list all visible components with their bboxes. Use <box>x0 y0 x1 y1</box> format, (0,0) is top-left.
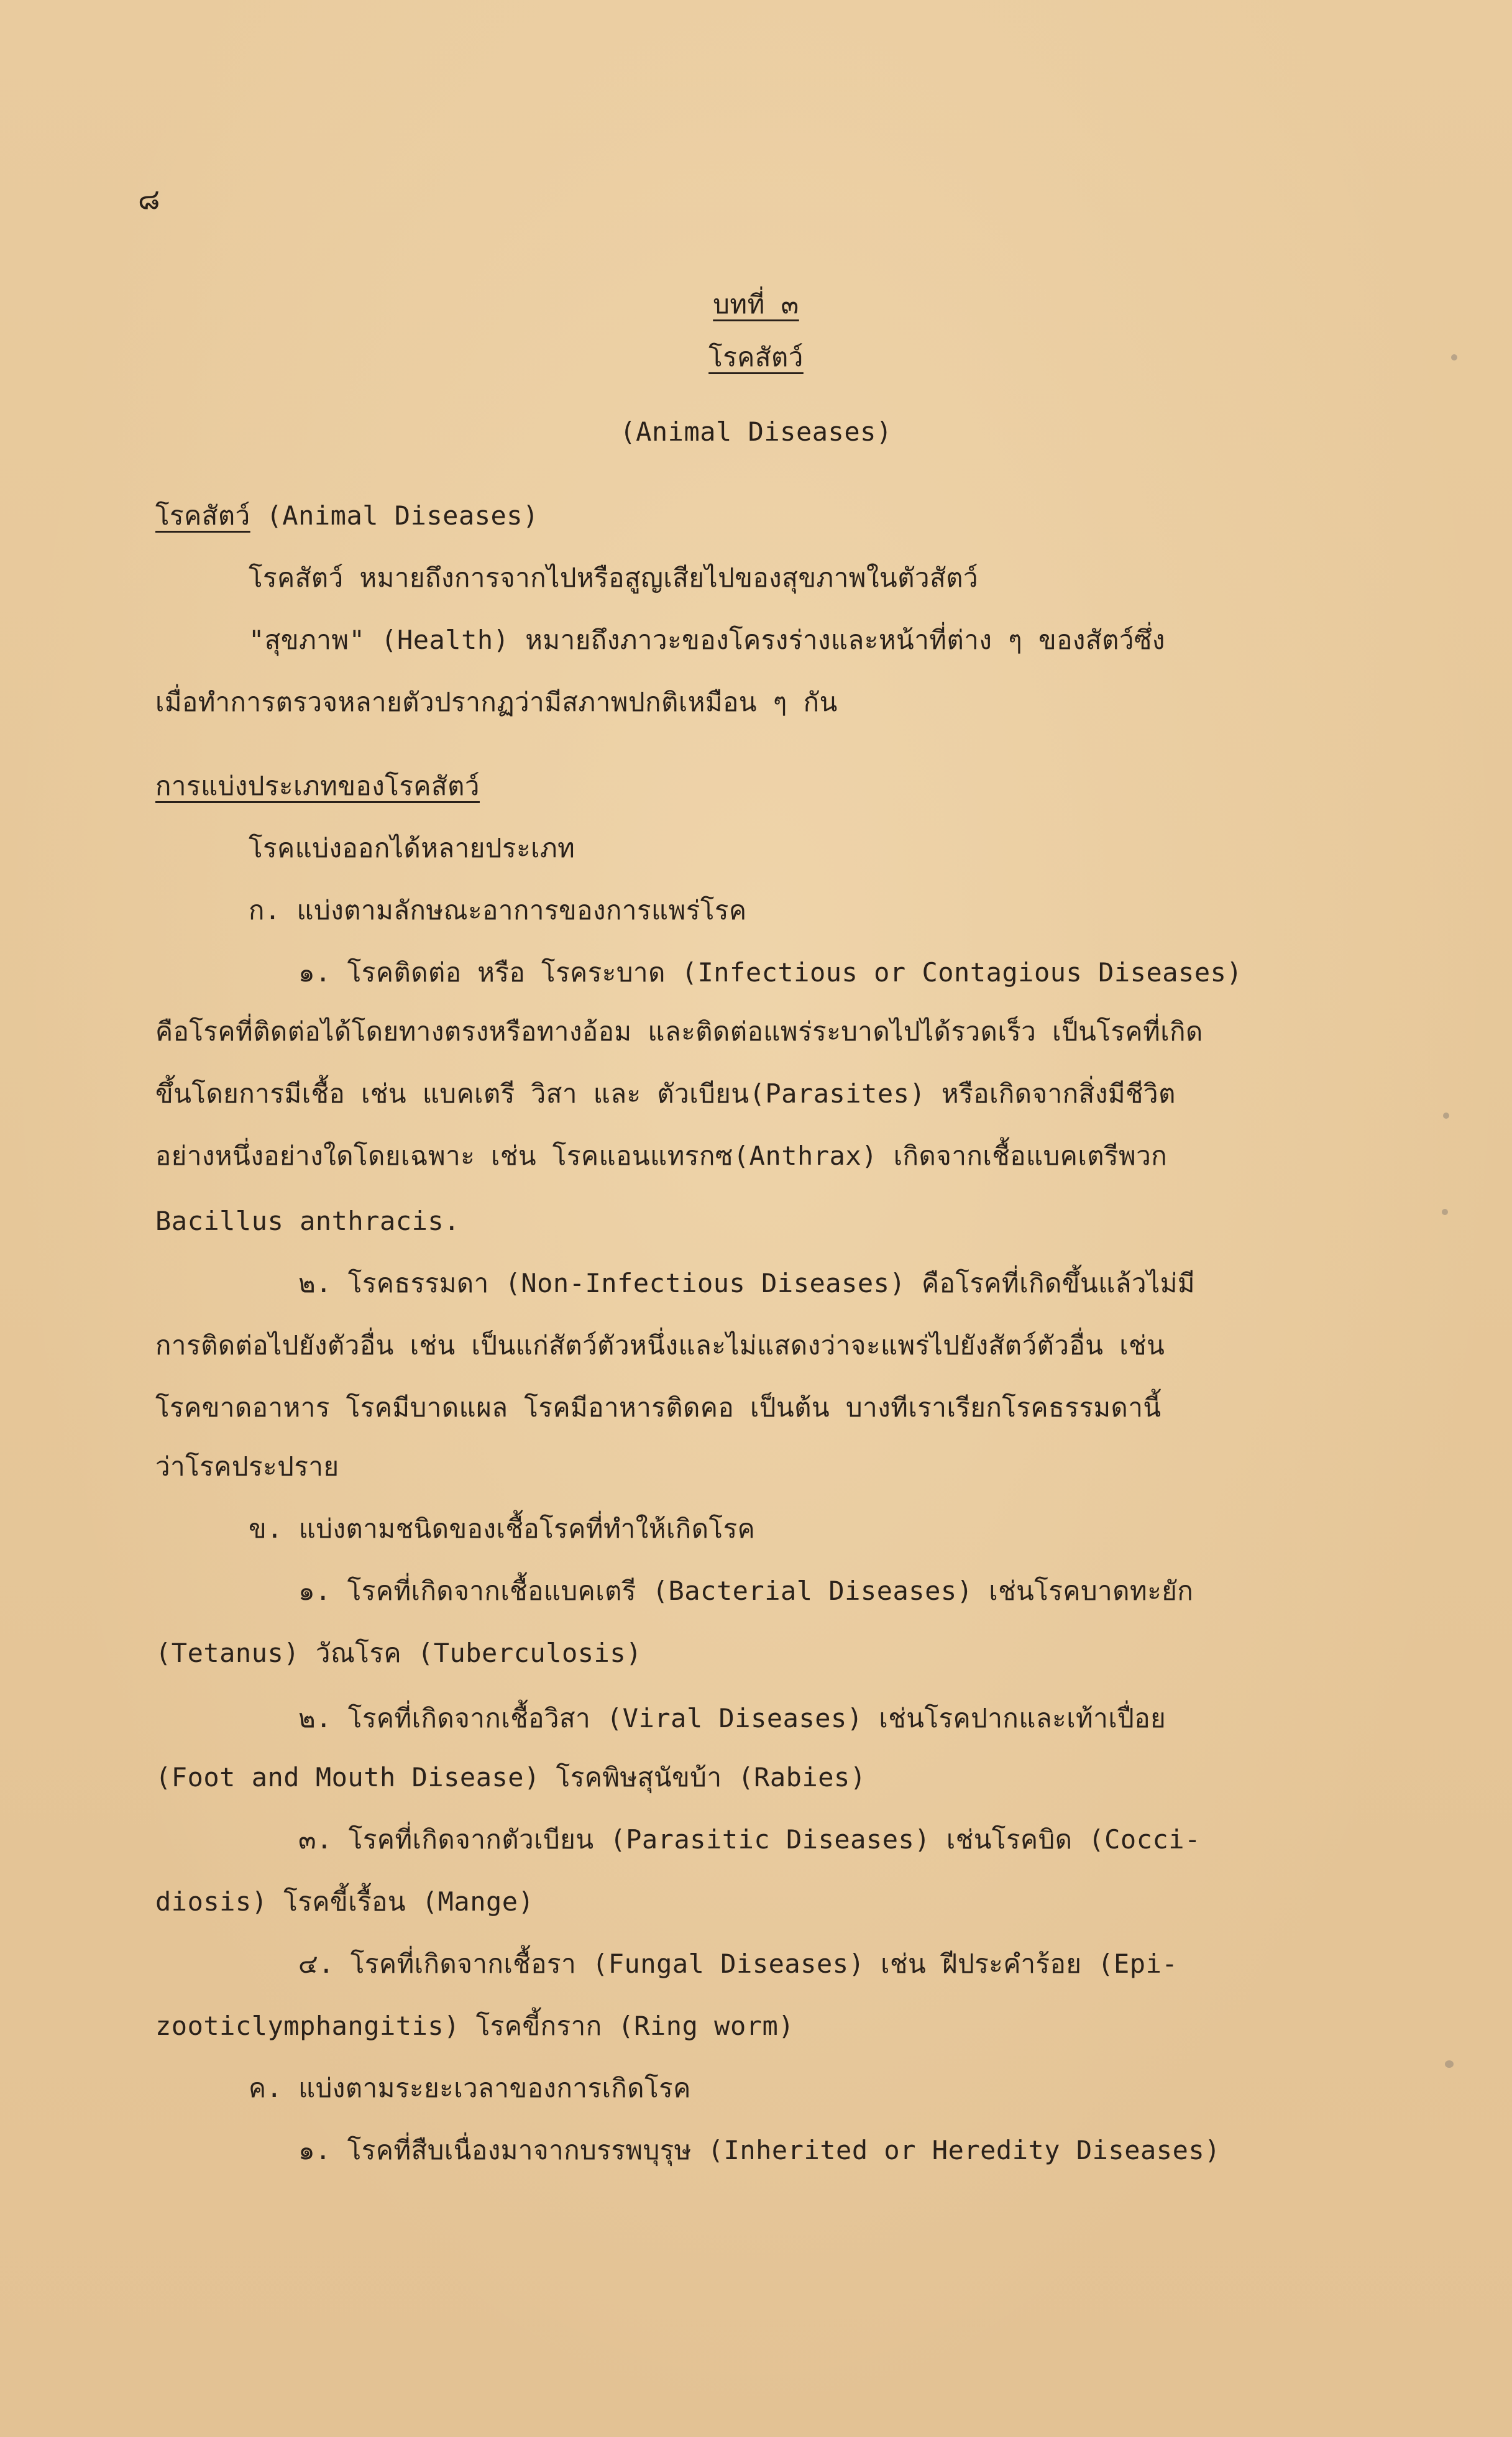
category-a-title: ก. แบ่งตามลักษณะอาการของการแพร่โรค <box>249 895 747 925</box>
category-b-title: ข. แบ่งตามชนิดของเชื้อโรคที่ทำให้เกิดโรค <box>249 1513 756 1544</box>
item-b3-line2: diosis) โรคขี้เรื้อน (Mange) <box>155 1886 534 1917</box>
item-a2-line3: โรคขาดอาหาร โรคมีบาดแผล โรคมีอาหารติดคอ เป็นต้น บางทีเราเรียกโรคธรรมดานี้ <box>155 1392 1161 1423</box>
paper-speck <box>1443 1113 1449 1119</box>
item-a1-line5: Bacillus anthracis. <box>155 1206 460 1236</box>
item-a1-line2: คือโรคที่ติดต่อได้โดยทางตรงหรือทางอ้อม และติดต่อแพร่ระบาดไปได้รวดเร็ว เป็นโรคที่เกิด <box>155 1016 1203 1047</box>
item-b1-line2: (Tetanus) วัณโรค (Tuberculosis) <box>155 1638 642 1668</box>
item-b4-line2: zooticlymphangitis) โรคขี้กราก (Ring worm) <box>155 2011 795 2041</box>
section-heading-animal-diseases <box>155 497 539 535</box>
section-heading-en: (Animal Diseases) <box>266 500 539 531</box>
paragraph-health-line2: เมื่อทำการตรวจหลายตัวปรากฏว่ามีสภาพปกติเหมือน ๆ กัน <box>155 687 838 717</box>
item-b4-line1: ๔. โรคที่เกิดจากเชื้อรา (Fungal Diseases) เช่น ฝีประคำร้อย (Epi- <box>298 1948 1178 1979</box>
paper-speck <box>1442 1209 1448 1215</box>
item-a1-line4: อย่างหนึ่งอย่างใดโดยเฉพาะ เช่น โรคแอนแทรกซ(Anthrax) เกิดจากเชื้อแบคเตรีพวก <box>155 1140 1168 1171</box>
paper-speck <box>1451 354 1457 360</box>
paragraph-definition: โรคสัตว์ หมายถึงการจากไปหรือสูญเสียไปของสุขภาพในตัวสัตว์ <box>249 562 979 593</box>
item-a2-line2: การติดต่อไปยังตัวอื่น เช่น เป็นแก่สัตว์ตัวหนึ่งและไม่แสดงว่าจะแพร่ไปยังสัตว์ตัวอื่น เช่น <box>155 1330 1165 1361</box>
page-number: ๘ <box>138 182 160 216</box>
item-c1-line1: ๑. โรคที่สืบเนื่องมาจากบรรพบุรุษ (Inherited or Heredity Diseases) <box>298 2135 1221 2165</box>
section-heading-classification: การแบ่งประเภทของโรคสัตว์ <box>155 771 480 801</box>
paper-speck <box>1445 2060 1454 2068</box>
item-b3-line1: ๓. โรคที่เกิดจากตัวเบียน (Parasitic Diseases) เช่นโรคบิด (Cocci- <box>298 1824 1201 1855</box>
item-b2-line2: (Foot and Mouth Disease) โรคพิษสุนัขบ้า (Rabies) <box>155 1762 866 1792</box>
chapter-title: โรคสัตว์ <box>708 342 804 372</box>
item-b2-line1: ๒. โรคที่เกิดจากเชื้อวิสา (Viral Diseases) เช่นโรคปากและเท้าเปื่อย <box>298 1703 1166 1733</box>
chapter-label: บทที่ ๓ <box>713 289 799 319</box>
item-a2-line1: ๒. โรคธรรมดา (Non-Infectious Diseases) คือโรคที่เกิดขึ้นแล้วไม่มี <box>298 1268 1196 1298</box>
paragraph-health-line1: "สุขภาพ" (Health) หมายถึงภาวะของโครงร่างและหน้าที่ต่าง ๆ ของสัตว์ซึ่ง <box>249 625 1165 655</box>
category-c-title: ค. แบ่งตามระยะเวลาของการเกิดโรค <box>249 2073 691 2103</box>
section-heading-th: โรคสัตว์ <box>155 500 250 531</box>
item-a1-line1: ๑. โรคติดต่อ หรือ โรคระบาด (Infectious or Contagious Diseases) <box>298 957 1243 988</box>
classification-intro: โรคแบ่งออกได้หลายประเภท <box>249 833 575 863</box>
item-b1-line1: ๑. โรคที่เกิดจากเชื้อแบคเตรี (Bacterial Diseases) เช่นโรคบาดทะยัก <box>298 1576 1194 1606</box>
chapter-subtitle: (Animal Diseases) <box>620 416 892 447</box>
item-a2-line4: ว่าโรคประปราย <box>155 1451 339 1482</box>
item-a1-line3: ขึ้นโดยการมีเชื้อ เช่น แบคเตรี วิสา และ ตัวเบียน(Parasites) หรือเกิดจากสิ่งมีชีวิต <box>155 1078 1176 1109</box>
